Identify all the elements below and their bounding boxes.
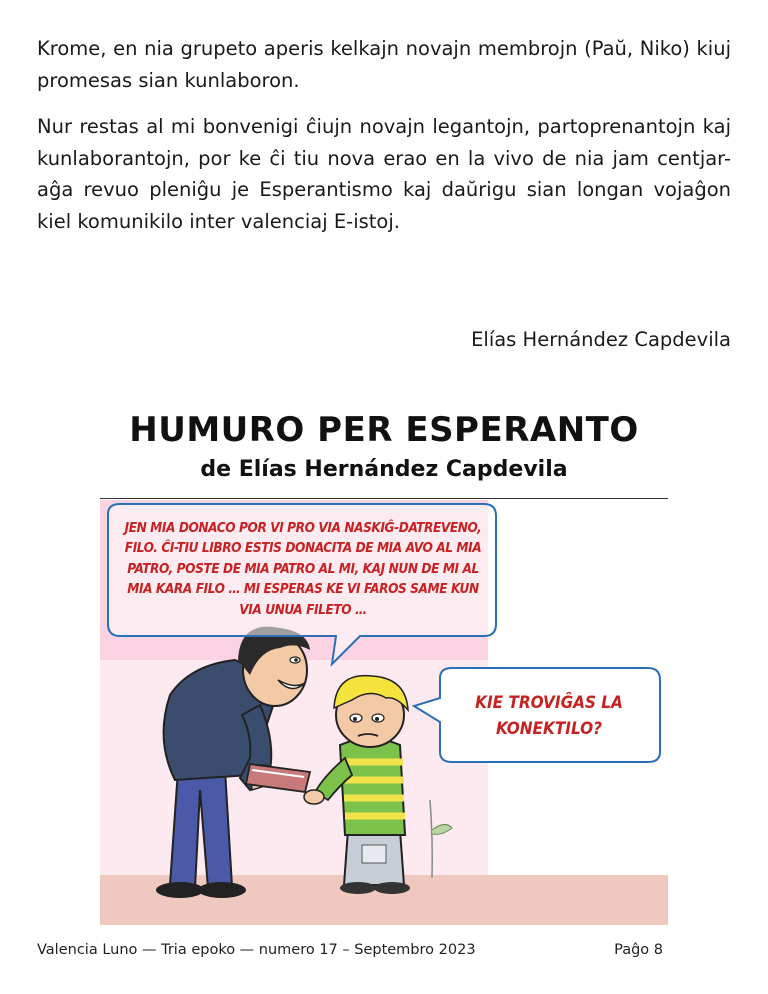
paragraph-1: Krome, en nia grupeto aperis kelkajn novajn membrojn (Paŭ, Niko) kiuj promesas sian kunlaboron. xyxy=(37,37,731,92)
speech-bubble-son-text xyxy=(440,670,658,762)
paragraph-2: Nur restas al mi bonvenigi ĉiujn novajn legantojn, partoprenantojn kaj kunlaborantojn, por ke ĉi tiu nova erao en la vivo de nia jam centjar-aĝa revuo pleniĝu je Esperantismo kaj daŭrigu sian longan vojaĝon kiel komunikilo inter valenciaj E-istoj. xyxy=(37,115,731,233)
father-dialogue: JEN MIA DONACO POR VI PRO VIA NASKIĜ-DATREVENO, FILO. ĈI-TIU LIBRO ESTIS DONACITA DE MIA AVO AL MIA PATRO, POSTE DE MIA PATRO AL MI, KAJ NUN DE MI AL MIA KARA FILO … MI ESPERAS KE VI FAROS SAME KUN VIA UNUA FILETO … xyxy=(124,519,482,618)
author-signature: Elías Hernández Capdevila xyxy=(471,328,731,351)
cartoon-image xyxy=(100,500,668,925)
comic-title: HUMURO PER ESPERANTO xyxy=(129,410,639,450)
speech-bubble-father-text xyxy=(118,503,488,635)
cartoon-top-rule xyxy=(100,498,668,499)
footer-page-number: Paĝo 8 xyxy=(614,942,663,958)
son-dialogue: KIE TROVIĜAS LA KONEKTILO? xyxy=(475,693,623,739)
footer-publication: Valencia Luno — Tria epoko — numero 17 – Septembro 2023 xyxy=(37,942,476,958)
comic-subtitle: de Elías Hernández Capdevila xyxy=(200,457,568,482)
